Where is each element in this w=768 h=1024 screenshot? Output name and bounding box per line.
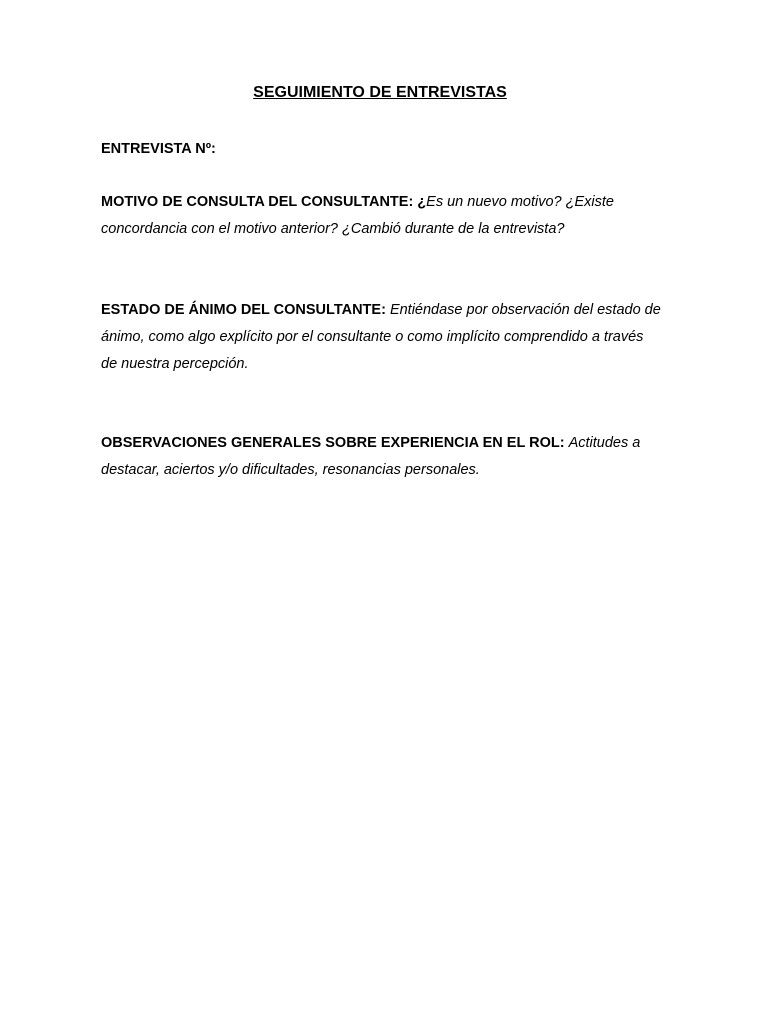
section-description: Entiéndase por observación del estado de ánimo, como algo explícito por el consultante o como implícito comprendido a través de nuestra percepción.	[101, 302, 661, 372]
section-mood-state	[101, 297, 661, 378]
section-consultation-reason	[101, 189, 661, 243]
document-title: SEGUIMIENTO DE ENTREVISTAS	[253, 84, 507, 101]
section-description: Actitudes a destacar, aciertos y/o dificultades, resonancias personales.	[101, 435, 641, 478]
interview-number-line	[101, 136, 661, 163]
section-description: Es un nuevo motivo? ¿Existe concordancia con el motivo anterior? ¿Cambió durante de la entrevista?	[101, 194, 614, 237]
section-label: MOTIVO DE CONSULTA DEL CONSULTANTE:	[101, 194, 414, 210]
section-general-observations	[101, 430, 661, 484]
section-label-suffix: ¿	[413, 194, 427, 210]
interview-number-label: ENTREVISTA Nº:	[101, 141, 216, 157]
section-label: ESTADO DE ÁNIMO DEL CONSULTANTE:	[101, 302, 386, 318]
section-label: OBSERVACIONES GENERALES SOBRE EXPERIENCIA EN EL ROL:	[101, 435, 565, 451]
